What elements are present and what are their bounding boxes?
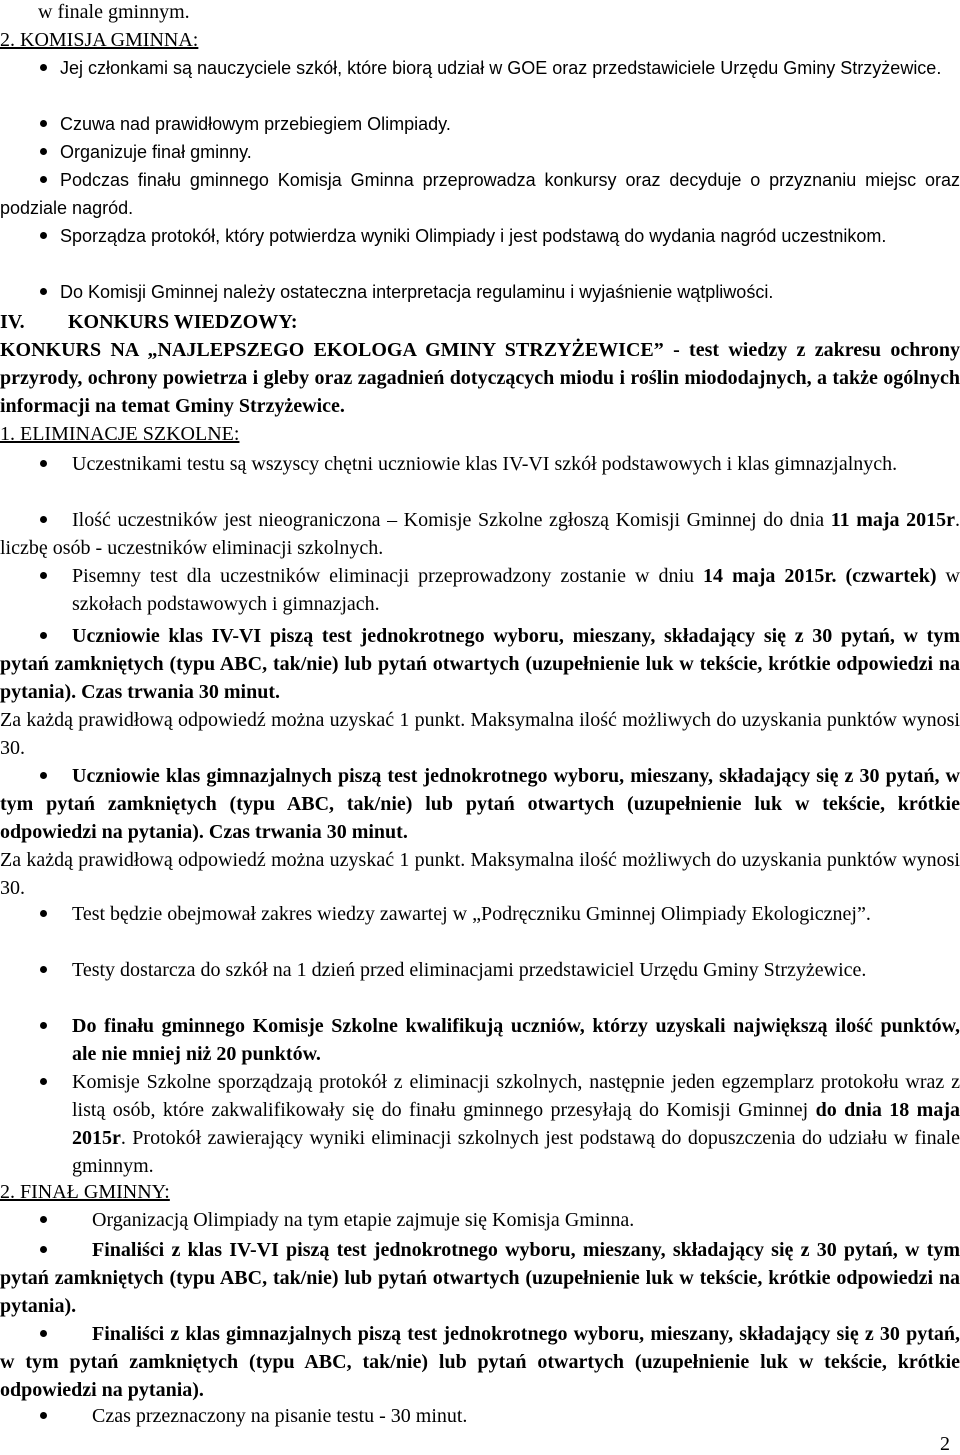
komisja-item-1: Jej członkami są nauczyciele szkół, które biorą udział w GOE oraz przedstawiciele Urzędu Gminy Strzyżewice. (60, 58, 942, 78)
eliminacje-item-3 (72, 562, 960, 618)
item-text: Pisemny test dla uczestników eliminacji przeprowadzony zostanie w dniu (72, 565, 704, 587)
item-date: 14 maja 2015r. (czwartek) (703, 565, 937, 587)
item-date: do dnia 18 maja 2015r (72, 1099, 960, 1149)
section-title: KONKURS WIEDZOWY: (68, 311, 298, 333)
final-item-2: Finaliści z klas IV-VI piszą test jednokrotnego wyboru, mieszany, składający się z 30 pytań, w tym pytań zamkniętych (typu ABC, tak/nie) lub pytań otwartych (uzupełnienie luk w tekście, krótkie odpowiedzi na pytania). (0, 1239, 960, 1317)
eliminacje-item-4-note: Za każdą prawidłową odpowiedź można uzyskać 1 punkt. Maksymalna ilość możliwych do uzyskania punktów wynosi 30. (0, 709, 960, 759)
eliminacje-item-8: Do finału gminnego Komisje Szkolne kwalifikują uczniów, którzy uzyskali największą ilość punktów, ale nie mniej niż 20 punktów. (72, 1015, 960, 1065)
bullet-icon (40, 288, 47, 295)
komisja-item-2: Czuwa nad prawidłowym przebiegiem Olimpiady. (60, 114, 451, 134)
final-item-4: Czas przeznaczony na pisanie testu - 30 minut. (92, 1405, 468, 1427)
item-date: 11 maja 2015r (830, 509, 955, 531)
komisja-item-3: Organizuje finał gminny. (60, 142, 252, 162)
item-text: w szkołach podstawowych i gimnazjach. (72, 565, 960, 615)
eliminacje-item-5-note: Za każdą prawidłową odpowiedź można uzyskać 1 punkt. Maksymalna ilość możliwych do uzyskania punktów wynosi 30. (0, 849, 960, 899)
final-item-1: Organizacją Olimpiady na tym etapie zajmuje się Komisja Gminna. (92, 1209, 635, 1231)
item-text: . liczbę osób - uczestników eliminacji szkolnych. (0, 509, 960, 559)
eliminacje-item-6: Test będzie obejmował zakres wiedzy zawartej w „Podręczniku Gminnej Olimpiady Ekologicznej”. (72, 903, 871, 925)
bullet-icon (40, 1216, 47, 1223)
bullet-icon (40, 120, 47, 127)
eliminacje-item-1: Uczestnikami testu są wszyscy chętni uczniowie klas IV-VI szkół podstawowych i klas gimnazjalnych. (72, 453, 898, 475)
bullet-icon (40, 572, 47, 579)
continuation-text: w finale gminnym. (38, 1, 190, 23)
eliminacje-item-5: Uczniowie klas gimnazjalnych piszą test jednokrotnego wyboru, mieszany, składający się z 30 pytań, w tym pytań zamkniętych (typu ABC, tak/nie) lub pytań otwartych (uzupełnienie luk w tekście, krótkie odpowiedzi na pytania). Czas trwania 30 minut. (0, 765, 960, 843)
eliminacje-item-9 (72, 1068, 960, 1180)
final-item-3: Finaliści z klas gimnazjalnych piszą test jednokrotnego wyboru, mieszany, składający się z 30 pytań, w tym pytań zamkniętych (typu ABC, tak/nie) lub pytań otwartych (uzupełnienie luk w tekście, krótkie odpowiedzi na pytania). (0, 1323, 960, 1401)
konkurs-intro: KONKURS NA „NAJLEPSZEGO EKOLOGA GMINY STRZYŻEWICE” - test wiedzy z zakresu ochrony przyrody, ochrony powietrza i gleby oraz zagadnień dotyczących miodu i roślin miododajnych, a także ogólnych informacji na temat Gminy Strzyżewice. (0, 339, 960, 417)
eliminacje-item-7: Testy dostarcza do szkół na 1 dzień przed eliminacjami przedstawiciel Urzędu Gminy Strzyżewice. (72, 959, 867, 981)
item-text: Komisje Szkolne sporządzają protokół z eliminacji szkolnych, następnie jeden egzemplarz protokołu wraz z listą osób, które zakwalifikowały się do finału gminnego przesyłają do Komisji Gminnej (72, 1071, 960, 1121)
komisja-item-5: Sporządza protokół, który potwierdza wyniki Olimpiady i jest podstawą do wydania nagród uczestnikom. (60, 226, 887, 246)
eliminacje-item-2 (0, 506, 960, 562)
page-number: 2 (940, 1433, 950, 1455)
bullet-icon (40, 1078, 47, 1085)
bullet-icon (40, 148, 47, 155)
eliminacje-item-4: Uczniowie klas IV-VI piszą test jednokrotnego wyboru, mieszany, składający się z 30 pytań, w tym pytań zamkniętych (typu ABC, tak/nie) lub pytań otwartych (uzupełnienie luk w tekście, krótkie odpowiedzi na pytania). Czas trwania 30 minut. (0, 625, 960, 703)
section-number: IV. (0, 311, 25, 333)
item-text: Ilość uczestników jest nieograniczona – Komisje Szkolne zgłoszą Komisji Gminnej do dnia (72, 509, 831, 531)
subsection-heading-final: 2. FINAŁ GMINNY: (0, 1181, 170, 1203)
bullet-icon (40, 1022, 47, 1029)
bullet-icon (40, 1412, 47, 1419)
komisja-item-4: Podczas finału gminnego Komisja Gminna przeprowadza konkursy oraz decyduje o przyznaniu miejsc oraz podziale nagród. (0, 170, 960, 218)
subsection-heading-eliminacje: 1. ELIMINACJE SZKOLNE: (0, 423, 240, 445)
komisja-item-6: Do Komisji Gminnej należy ostateczna interpretacja regulaminu i wyjaśnienie wątpliwości. (60, 282, 774, 302)
item-text: . Protokół zawierający wyniki eliminacji szkolnych jest podstawą do dopuszczenia do udziału w finale gminnym. (72, 1127, 960, 1177)
section-heading-komisja: 2. KOMISJA GMINNA: (0, 29, 199, 51)
